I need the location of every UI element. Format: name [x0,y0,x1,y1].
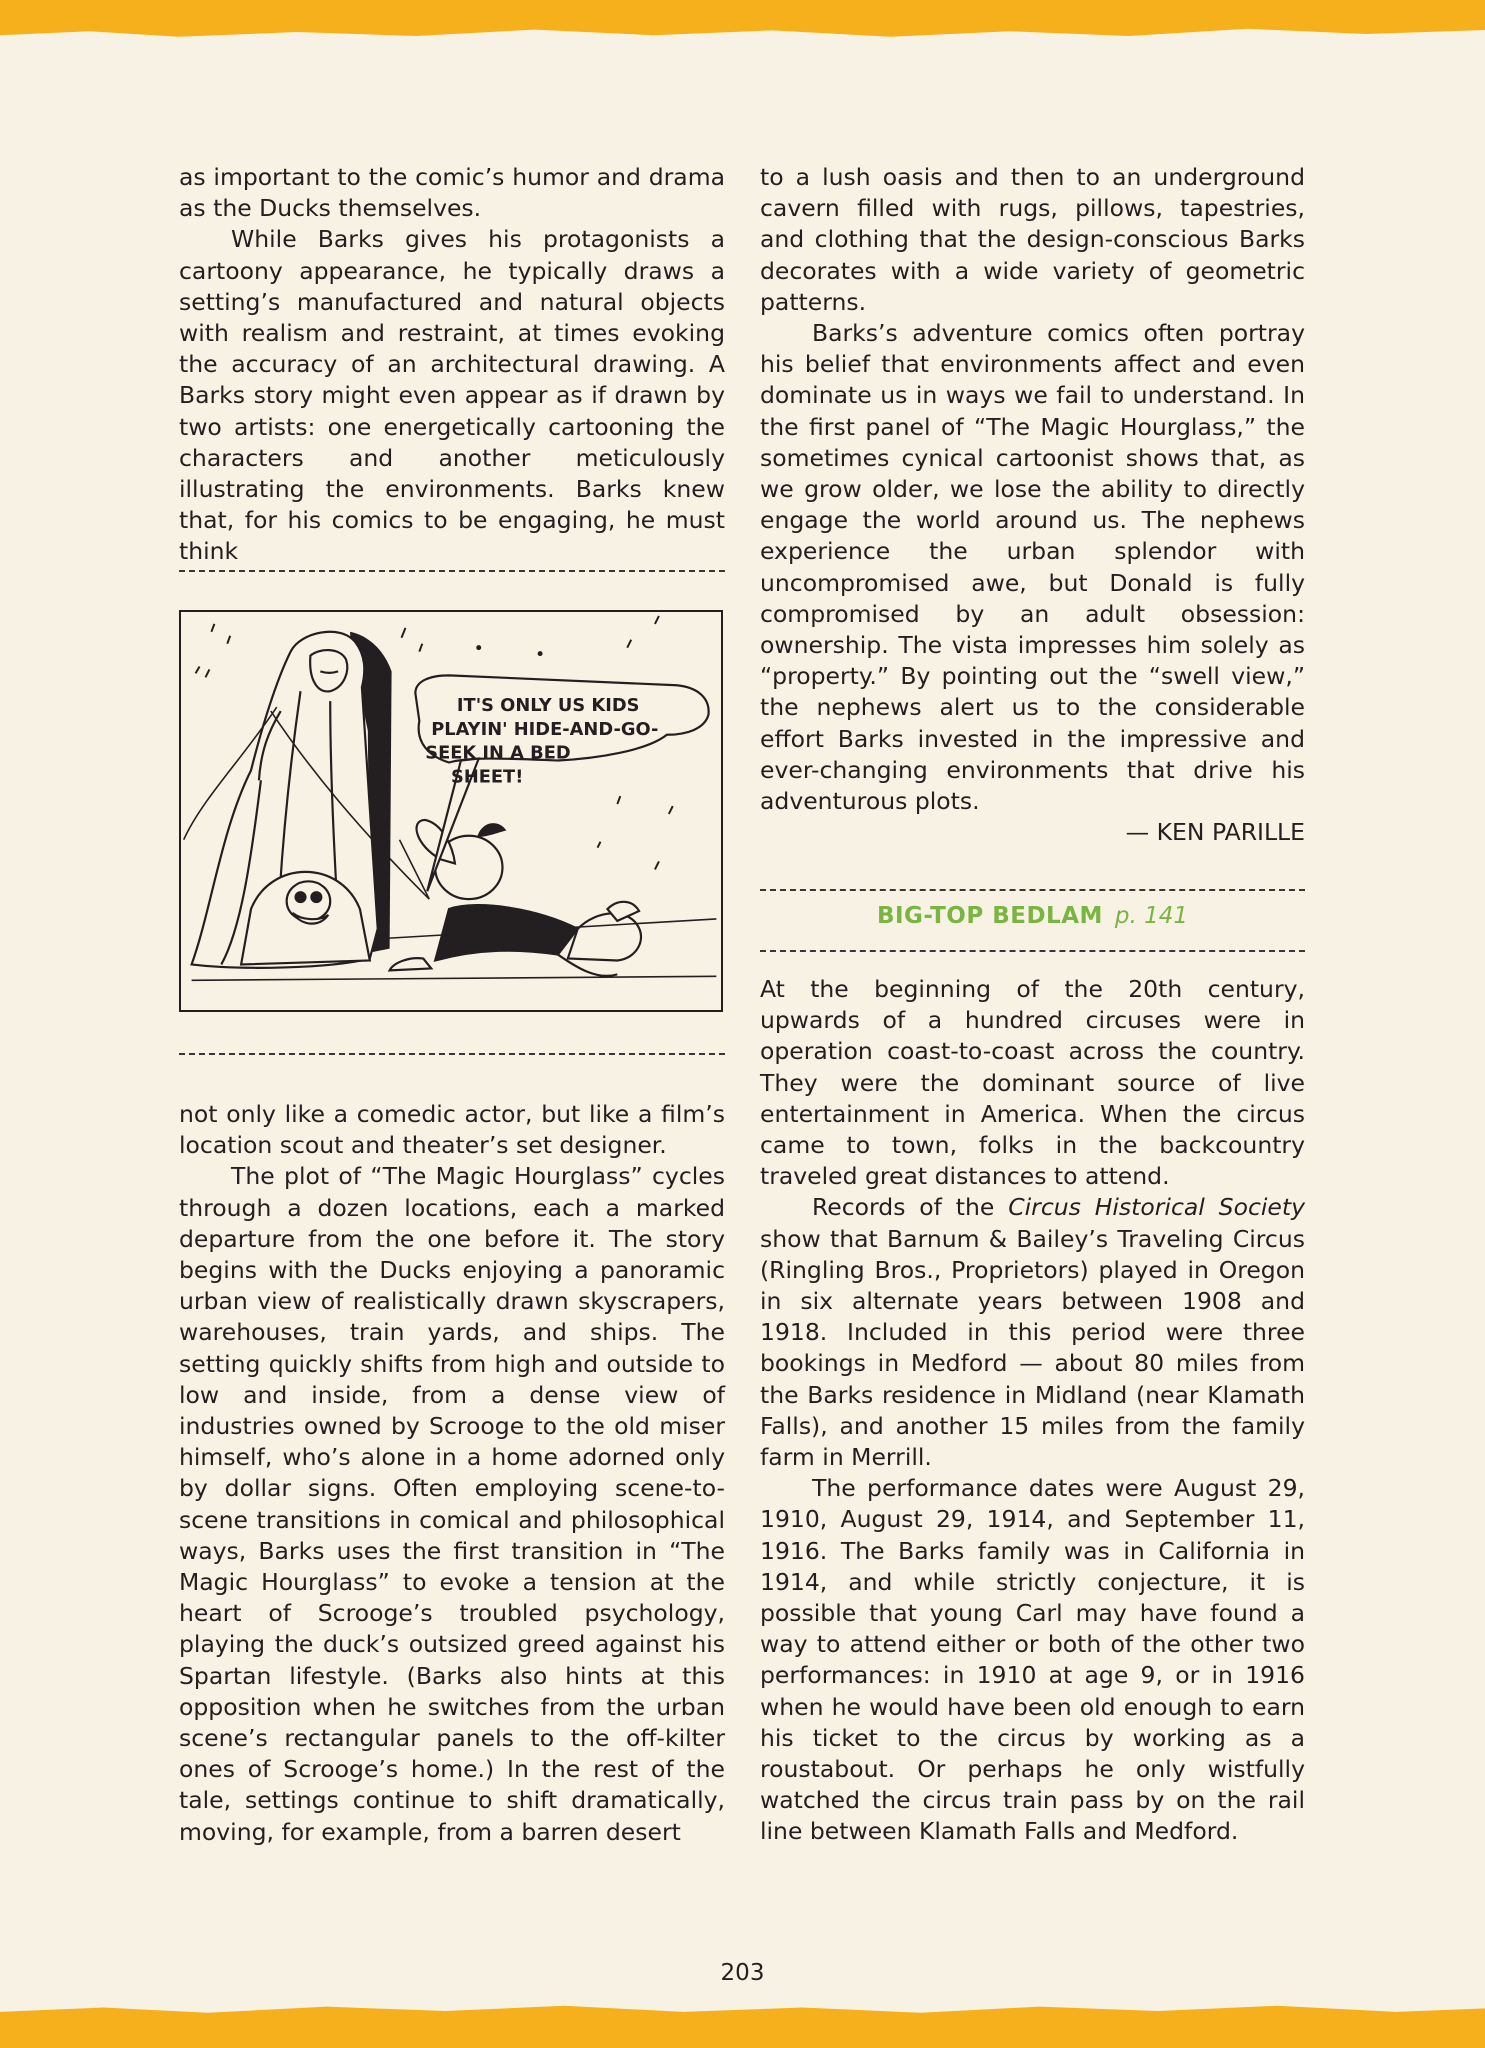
bottom-decorative-band [0,2004,1485,2048]
dashed-divider [179,570,725,572]
paragraph: The performance dates were August 29, 1910, August 29, 1914, and September 11, 1916. The Barks family was in California in 1914, and while strictly conjecture, it is possible that young Carl may have found a way to attend either or both of the other two performances: in 1910 at age 9, or in 1916 when he would have been old enough to earn his ticket to the circus by working as a roustabout. Or perhaps he only wistfully watched the circus train pass by on the rail line between Klamath Falls and Medford. [760,1474,1305,1846]
author-byline: — KEN PARILLE [1125,818,1305,847]
balloon-line: SEEK IN A BED [425,742,571,764]
page-number: 203 [720,1960,765,1986]
top-decorative-band [0,0,1485,40]
dashed-divider [760,889,1305,891]
paragraph: While Barks gives his protagonists a cartoony appearance, he typically draws a setting’s manufactured and natural objects with realism and restraint, at times evoking the accuracy of an architectural drawing. A Barks story might even appear as if drawn by two artists: one energetically cartooning the characters and another meticulously illustrating the environments. Barks knew that, for his comics to be engaging, he must think [179,225,725,566]
paragraph: not only like a comedic actor, but like a film’s location scout and theater’s set designer. [179,1100,725,1160]
comic-panel-illustration [179,610,723,1012]
right-column-top-text [760,162,1305,848]
section-page-reference: p. 141 [1114,903,1189,929]
dashed-divider [760,950,1305,952]
balloon-line: PLAYIN' HIDE-AND-GO- [431,718,659,740]
paragraph: to a lush oasis and then to an underground cavern filled with rugs, pillows, tapestries, and clothing that the design-conscious Barks decorates with a wide variety of geometric patterns. [760,163,1305,316]
paragraph: Barks’s adventure comics often portray his belief that environments affect and even dominate us in ways we fail to understand. In the first panel of “The Magic Hourglass,” the sometimes cynical cartoonist shows that, as we grow older, we lose the ability to directly engage the world around us. The nephews experience the urban splendor with uncompromised awe, but Donald is fully compromised by an adult obsession: ownership. The vista impresses him solely as “property.” By pointing out the “swell view,” the nephews alert us to the considerable effort Barks invested in the impressive and ever-changing environments that drive his adventurous plots. [760,319,1305,816]
paragraph: as important to the comic’s humor and drama as the Ducks themselves. [179,163,725,223]
left-column-bottom-text [179,1099,725,1848]
section-heading [760,900,1305,932]
balloon-line: IT'S ONLY US KIDS [456,695,640,717]
section-title: BIG-TOP BEDLAM [876,903,1103,929]
right-column-bottom-text [760,974,1305,1848]
left-column-top-text [179,162,725,568]
dashed-divider [179,1053,725,1055]
paragraph: The plot of “The Magic Hourglass” cycles through a dozen locations, each a marked departure from the one before it. The story begins with the Ducks enjoying a panoramic urban view of realistically drawn skyscrapers, warehouses, train yards, and ships. The setting quickly shifts from high and outside to low and inside, from a dense view of industries owned by Scrooge to the old miser himself, who’s alone in a home adorned only by dollar signs. Often employing scene-to-scene transitions in comical and philosophical ways, Barks uses the first transition in “The Magic Hourglass” to evoke a tension at the heart of Scrooge’s troubled psychology, playing the duck’s outsized greed against his Spartan lifestyle. (Barks also hints at this opposition when he switches from the urban scene’s rectangular panels to the off-kilter ones of Scrooge’s home.) In the rest of the tale, settings continue to shift dramatically, moving, for example, from a barren desert [179,1162,725,1846]
balloon-line: SHEET! [451,766,524,788]
text-run: show that Barnum & Bailey’s Traveling Circus (Ringling Bros., Proprietors) played in Oregon in six alternate years between 1908 and 1918. Included in this period were three bookings in Medford — about 80 miles from the Barks residence in Midland (near Klamath Falls), and another 15 miles from the family farm in Merrill. [760,1224,1305,1472]
text-run: Records of the [812,1193,1009,1222]
paragraph [760,1192,1305,1473]
italic-title: Circus Historical Society [1008,1193,1305,1222]
paragraph: At the beginning of the 20th century, upwards of a hundred circuses were in operation coast-to-coast across the country. They were the dominant source of live entertainment in America. When the circus came to town, folks in the backcountry traveled great distances to attend. [760,975,1305,1191]
